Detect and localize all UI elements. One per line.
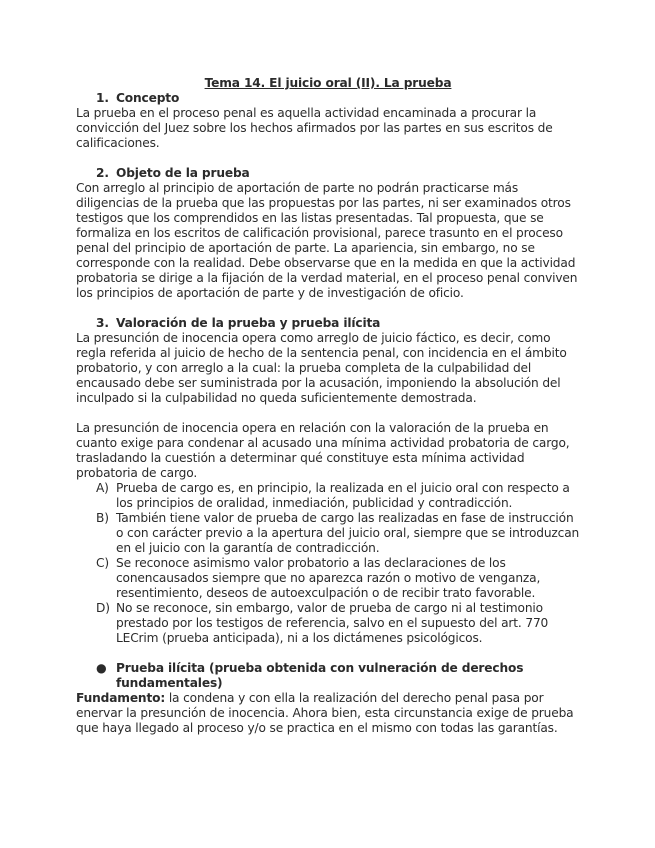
list-item-text: Prueba de cargo es, en principio, la realizada en el juicio oral con respecto a los principios de oralidad, inmediación, publicidad y contradicción.: [116, 481, 570, 510]
list-marker: C): [96, 556, 109, 570]
list-item-text: También tiene valor de prueba de cargo las realizadas en fase de instrucción o con carácter previo a la apertura del juicio oral, siempre que se introduzcan en el juicio con la garantía de contradicción.: [116, 511, 580, 555]
section-text-concepto: La prueba en el proceso penal es aquella actividad encaminada a procurar la convicción del Juez sobre los hechos afirmados por las partes en sus escritos de calificaciones.: [76, 106, 553, 150]
fundamento-text: la condena y con ella la realización del derecho penal pasa por enervar la presunción de inocencia. Ahora bien, esta circunstancia exige de prueba que haya llegado al proceso y/o se practica en el mismo con todas las garantías.: [76, 691, 574, 735]
list-item-text: Se reconoce asimismo valor probatorio a las declaraciones de los conencausados siempre que no aparezca razón o motivo de venganza, resentimiento, deseos de autoexculpación o de recibir trato favorable.: [116, 556, 541, 600]
bullet-icon: ●: [96, 661, 107, 675]
section-title: Objeto de la prueba: [116, 166, 250, 180]
section-number: 3.: [96, 316, 109, 330]
section-heading-concepto: [76, 91, 580, 106]
bullet-text: Prueba ilícita (prueba obtenida con vulneración de derechos fundamentales): [116, 661, 524, 690]
section-title: Concepto: [116, 91, 180, 105]
section-title: Valoración de la prueba y prueba ilícita: [116, 316, 381, 330]
list-item: [76, 556, 580, 601]
section-text-objeto: Con arreglo al principio de aportación de parte no podrán practicarse más diligencias de la prueba que las propuestas por las partes, ni ser examinados otros testigos que los comprendidos en las listas presentadas. Tal propuesta, que se formaliza en los escritos de calificación provisional, parece trasunto en el proceso penal del principio de aportación de parte. La apariencia, sin embargo, no se corresponde con la realidad. Debe observarse que en la medida en que la actividad probatoria se dirige a la fijación de la verdad material, en el proceso penal conviven los principios de aportación de parte y de investigación de oficio.: [76, 181, 578, 300]
section-text-valoracion-2: La presunción de inocencia opera en relación con la valoración de la prueba en cuanto exige para condenar al acusado una mínima actividad probatoria de cargo, trasladando la cuestión a determinar qué constituye esta mínima actividad probatoria de cargo.: [76, 421, 570, 480]
document-body: [76, 76, 580, 736]
section-text-valoracion: La presunción de inocencia opera como arreglo de juicio fáctico, es decir, como regla referida al juicio de hecho de la sentencia penal, con incidencia en el ámbito probatorio, y con arreglo a la cual: la prueba completa de la culpabilidad del encausado debe ser suministrada por la acusación, imponiendo la absolución del inculpado si la culpabilidad no queda suficientemente demostrada.: [76, 331, 567, 405]
bullet-heading-prueba-ilicita: [76, 661, 580, 691]
page-title: Tema 14. El juicio oral (II). La prueba: [204, 76, 452, 90]
list-item: [76, 601, 580, 646]
section-heading-valoracion: [76, 316, 580, 331]
list-marker: D): [96, 601, 110, 615]
fundamento-label: Fundamento:: [76, 691, 166, 705]
section-heading-objeto: [76, 166, 580, 181]
list-item-text: No se reconoce, sin embargo, valor de prueba de cargo ni al testimonio prestado por los testigos de referencia, salvo en el supuesto del art. 770 LECrim (prueba anticipada), ni a los dictámenes psicológicos.: [116, 601, 549, 645]
list-item: [76, 511, 580, 556]
list-item: [76, 481, 580, 511]
section-number: 2.: [96, 166, 109, 180]
list-marker: B): [96, 511, 109, 525]
list-marker: A): [96, 481, 109, 495]
fundamento-paragraph: [76, 691, 580, 736]
section-number: 1.: [96, 91, 109, 105]
